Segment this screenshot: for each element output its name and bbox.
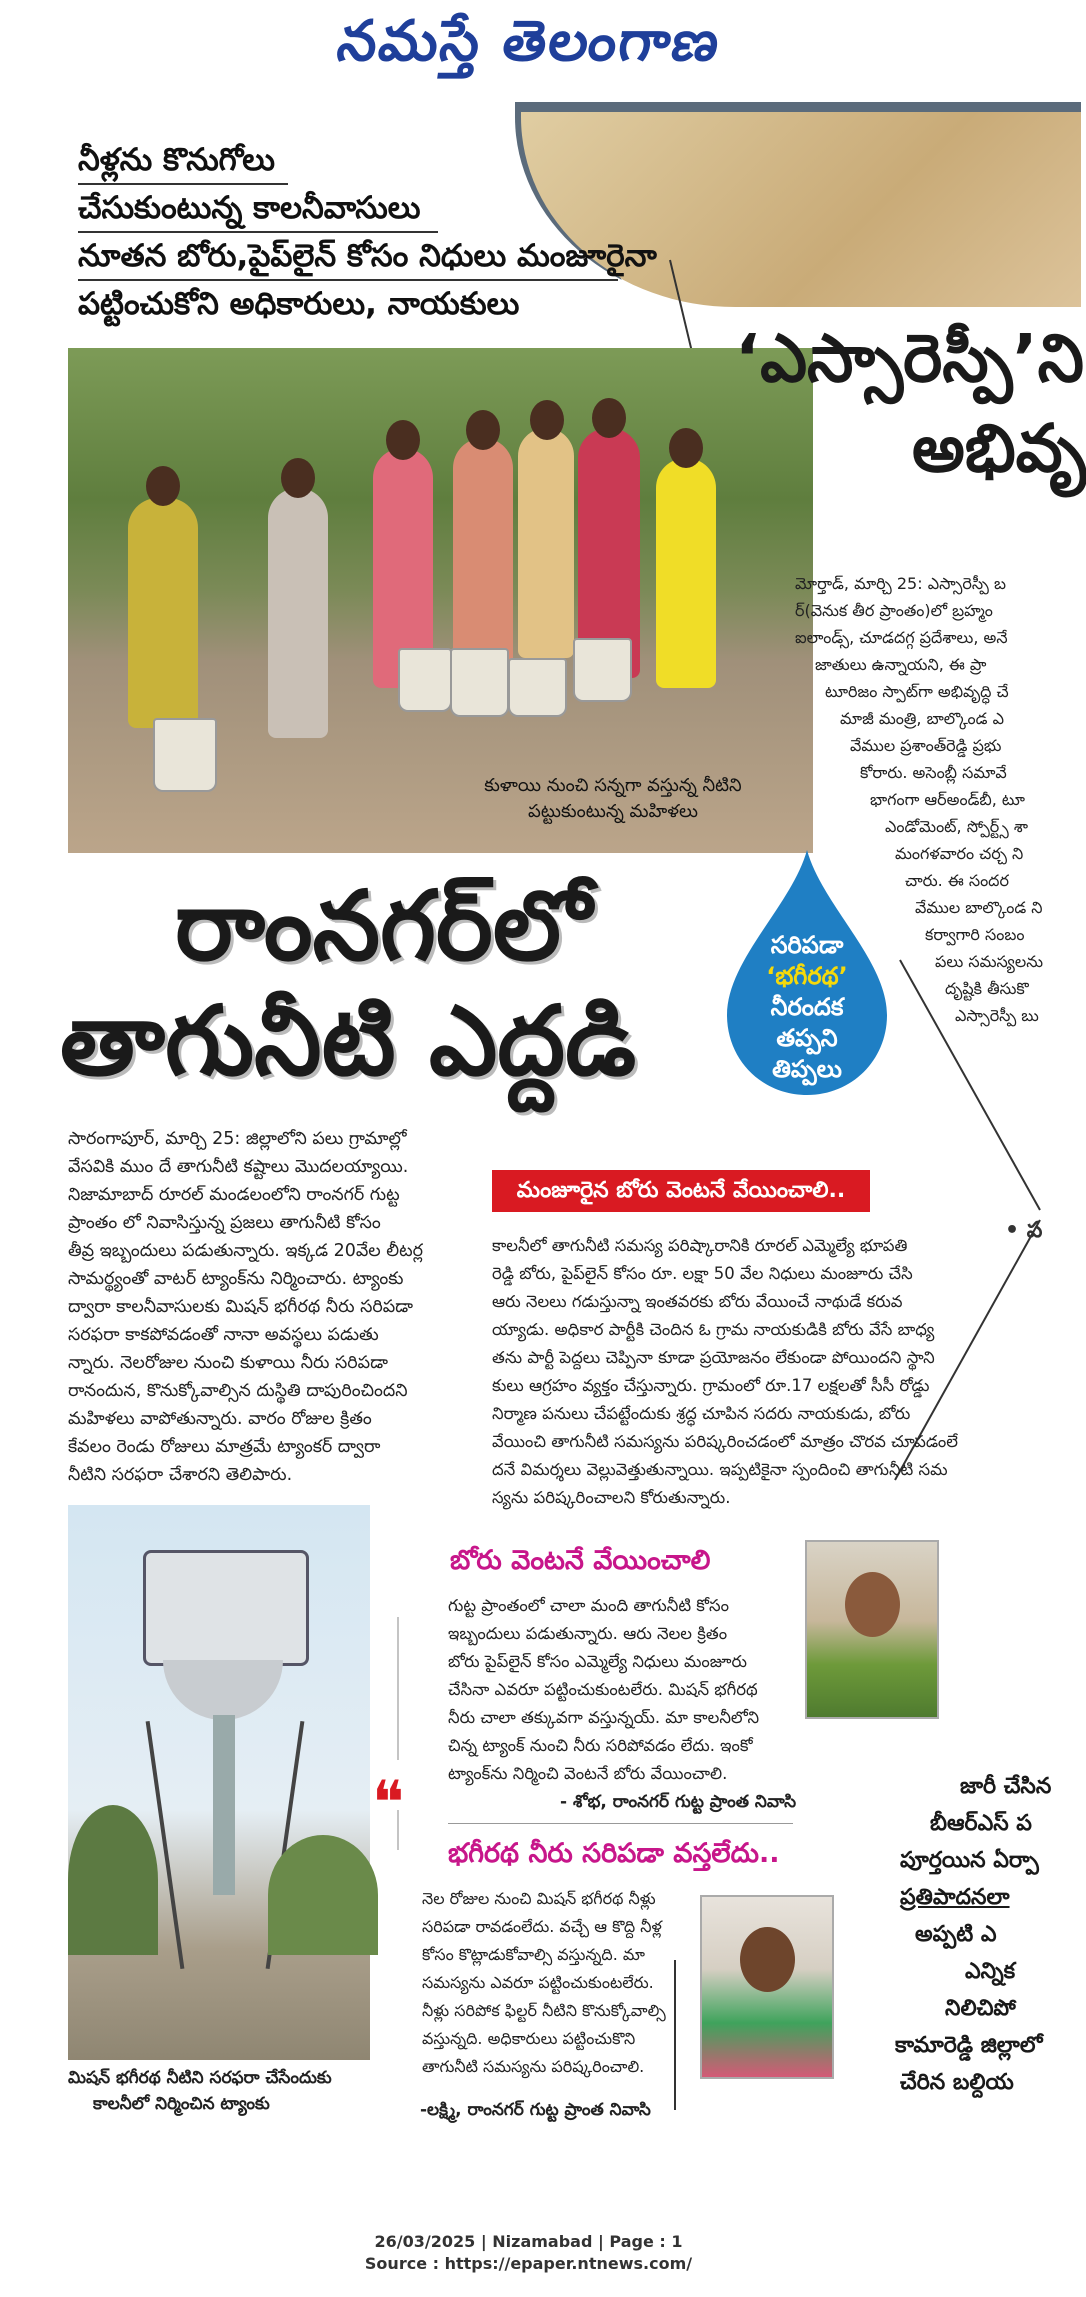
quote2-title: భగీరథ నీరు సరిపడా వస్తలేదు.. [448,1838,780,1869]
kicker-rule [78,183,288,185]
text-line: గుట్ట ప్రాంతంలో చాలా మంది తాగునీటి కోసం [448,1596,729,1615]
text-line: రెడ్డి బోరు, పైప్‌లైన్ కోసం రూ. లక్షా 50 వేల నిధులు మంజూరు చేసి [492,1264,913,1283]
section-banner: మంజూరైన బోరు వెంటనే వేయించాలి.. [492,1170,870,1212]
text-line: మంగళవారం చర్చ ని [895,844,1024,863]
right-bottom-text [895,1768,1057,2101]
text-line: బోరు పైప్‌లైన్ కోసం ఎమ్మెల్యే నిధులు మంజూరు [448,1652,747,1671]
text-line: వేయించి తాగునీటి సమస్యను పరిష్కరించడంలో మాత్రం చొరవ చూపడంలే [492,1432,958,1451]
text-line: స్యను పరిష్కరించాలని కోరుతున్నారు. [492,1488,731,1507]
main-article-text [68,1125,440,1489]
text-line: వేముల బాల్కొండ ని [915,898,1043,917]
footer-date-edition: 26/03/2025 | Nizamabad | Page : 1 [374,2232,683,2251]
text-line: తీవ్ర ఇబ్బందులు పడుతున్నారు. ఇక్కడ 20వేల లీటర్ల [68,1241,423,1261]
quote1-text [448,1592,793,1788]
text-line: రానందున, కొనుక్కోవాల్సిన దుస్థితి దాపురించిందని [68,1381,408,1401]
text-line: నిజామాబాద్ రూరల్ మండలంలోని రాంనగర్ గుట్ట [68,1185,400,1205]
text-line: సామర్థ్యంతో వాటర్ ట్యాంక్‌ను నిర్మించారు. ట్యాంకు [68,1269,404,1289]
text-line: చేరిన బల్దియ [900,2070,1014,2095]
women-at-tap-photo [68,348,813,853]
text-line: సమస్యను ఎవరూ పట్టించుకుంటలేరు. [422,1973,654,1992]
text-line: జాతులు ఉన్నాయని, ఈ ప్రా [815,655,987,674]
kicker-line-1: నీళ్లను కొనుగోలు [78,142,275,178]
right-headline-line-2: అభివృ [912,410,1086,487]
tank-caption-line: కాలనీలో నిర్మించిన ట్యాంకు [93,2094,270,2114]
text-line: ఐలాండ్స్, చూడదగ్గ ప్రదేశాలు, అనే [795,628,1008,647]
text-line: నిలిచిపో [945,1996,1016,2021]
drop-line: తిప్పలు [772,1055,842,1083]
text-line: కేవలం రెండు రోజులు మాత్రమే ట్యాంకర్ ద్వారా [68,1437,381,1457]
photo-caption [463,773,763,825]
text-line: నీటిని సరఫరా చేశారని తెలిపారు. [68,1465,293,1485]
water-tank-photo [68,1505,370,2060]
quote2-text [422,1885,697,2081]
text-line: మహిళలు వాపోతున్నారు. వారం రోజుల క్రితం [68,1409,372,1429]
text-line: ర్(వెనుక తీర ప్రాంతం)లో బ్రహ్మం [795,601,993,620]
text-line: ఇబ్బందులు పడుతున్నారు. ఆరు నెలల క్రితం [448,1624,728,1643]
text-line: సరఫరా కాకపోవడంతో నానా అవస్థలు పడుతు [68,1325,379,1345]
text-line: అప్పటి ఎ [915,1922,997,1947]
text-line: సరిపడా రావడంలేదు. వచ్చే ఆ కొద్ది నీళ్ల [422,1917,662,1936]
drop-line: తప్పని [776,1024,838,1052]
quote2-signature: -లక్ష్మి, రాంనగర్ గుట్ట ప్రాంత నివాసి [420,2100,651,2120]
text-line: వేముల ప్రశాంత్‌రెడ్డి ప్రభు [850,736,1002,755]
kicker-line-4: పట్టించుకోని అధికారులు, నాయకులు [78,286,520,322]
kicker-line-2: చేసుకుంటున్న కాలనీవాసులు [78,190,421,226]
text-line: ద్వారా కాలనీవాసులకు మిషన్ భగీరథ నీరు సరిపడా [68,1297,414,1317]
tank-caption-line: మిషన్ భగీరథ నీటిని సరఫరా చేసేందుకు [68,2068,332,2088]
text-line: ఎండోమెంట్, స్పోర్ట్స్ శా [885,817,1029,836]
drop-line: నీరందక [770,993,844,1021]
portrait-lakshmi [700,1895,834,2079]
text-line: కర్వాగారి సంబం [925,925,1025,944]
text-line: నీళ్లు సరిపోక ఫిల్టర్ నీటిని కొనుక్కోవాల్సి [422,2001,666,2020]
portrait-shobha [805,1540,939,1719]
text-line: నీరు చాలా తక్కువగా వస్తున్నయ్. మా కాలనీలోని [448,1708,760,1727]
text-line: కామారెడ్డి జిల్లాలో [895,2033,1043,2058]
photo-caption-line: పట్టుకుంటున్న మహిళలు [528,801,698,822]
footer-source: Source : https://epaper.ntnews.com/ [364,2254,693,2273]
right-headline-line-1: ‘ఎస్సారెస్పీ’ని [735,320,1084,397]
text-line: చేసినా ఎవరూ పట్టించుకుంటలేరు. మిషన్ భగీరథ [448,1680,758,1699]
text-line: ట్యాంక్‌ను నిర్మించి వెంటనే బోరు వేయించాలి. [448,1764,728,1783]
headline-line-2: తాగునీటి ఎద్దడి [60,985,637,1097]
kicker-rule [78,279,618,281]
text-line: పూర్తయిన ఏర్పా [900,1848,1039,1873]
text-line: వేసవికి ముం దే తాగునీటి కష్టాలు మొదలయ్యాయి. [68,1157,409,1177]
text-line: కులు ఆగ్రహం వ్యక్తం చేస్తున్నారు. గ్రామంలో రూ.17 లక్షలతో సీసీ రోడ్డు [492,1376,930,1395]
tank-caption [68,2065,388,2117]
photo-caption-line: కుళాయి నుంచి సన్నగా వస్తున్న నీటిని [484,775,742,796]
quote1-title: బోరు వెంటనే వేయించాలి [450,1545,711,1576]
text-line: తాగునీటి సమస్యను పరిష్కరించాలి. [422,2057,645,2076]
text-line: టూరిజం స్పాట్‌గా అభివృద్ధి చే [825,682,1009,701]
text-line: ఆరు నెలలు గడుస్తున్నా ఇంతవరకు బోరు వేయించే నాథుడే కరువ [492,1292,903,1311]
text-line: తను పార్టీ పెద్దలు చెప్పినా కూడా ప్రయోజనం లేకుండా పోయిందని స్థాని [492,1348,935,1367]
text-line: పలు సమస్యలను [935,952,1043,971]
right-bullet: • ప [1005,1218,1043,1243]
text-line: వస్తున్నది. అధికారులు పట్టించుకొని [422,2029,636,2048]
drop-line-highlight: ‘భగీరథ’ [766,962,848,990]
text-line: కోరారు. అసెంబ్లీ సమావే [860,763,1007,782]
text-line: దృష్టికి తీసుకొ [945,979,1029,998]
masthead-logo: నమస్తే తెలంగాణ [333,8,726,74]
text-line: దనే విమర్శలు వెల్లువెత్తుతున్నాయి. ఇప్పటికైనా స్పందించి తాగునీటి సమ [492,1460,948,1479]
text-line: మాజీ మంత్రి, బాల్కొండ ఎ [840,709,1004,728]
kicker-line-3: నూతన బోరు,పైప్‌లైన్ కోసం నిధులు మంజూరైనా [78,238,657,274]
text-line: య్యాడు. అధికార పార్టీకి చెందిన ఓ గ్రామ నాయకుడికి బోరు వేసే బాధ్య [492,1320,935,1339]
text-line: నెల రోజుల నుంచి మిషన్ భగీరథ నీళ్లు [422,1889,656,1908]
text-line: ఎన్నిక [965,1959,1016,1984]
text-line: చిన్న ట్యాంక్ నుంచి నీరు సరిపోవడం లేదు. ఇంకో [448,1736,753,1755]
text-line: భాగంగా ఆర్అండ్‌బీ, టూ [870,790,1025,809]
text-line: మోర్తాడ్, మార్చి 25: ఎస్సారెస్పీ బ [795,574,1007,593]
text-line: ఎస్సారెస్పీ బు [955,1006,1039,1025]
quote1-signature: - శోభ, రాంనగర్ గుట్ట ప్రాంత నివాసి [560,1792,797,1812]
text-line: కోసం కొట్లాడుకోవాల్సి వస్తున్నది. మా [422,1945,645,1964]
text-line: కాలనీలో తాగునీటి సమస్య పరిష్కారానికి రూరల్ ఎమ్మెల్యే భూపతి [492,1236,908,1255]
kicker-rule [78,231,438,233]
banner-article-text [492,1232,1017,1512]
text-line: ప్రాంతం లో నివాసిస్తున్న ప్రజలు తాగునీటి కోసం [68,1213,381,1233]
text-line: బీఆర్ఎస్ ప [930,1811,1032,1836]
headline-line-1: రాంనగర్‌లో [175,870,592,982]
text-line: నిర్మాణ పనులు చేపట్టేందుకు శ్రద్ధ చూపిన సదరు నాయకుడు, బోరు [492,1404,911,1423]
right-article-text [795,570,1057,1029]
text-line: న్నారు. నెలరోజుల నుంచి కుళాయి నీరు సరిపడా [68,1353,388,1373]
text-line: ప్రతిపాదనలా [900,1885,1010,1910]
text-line: జారీ చేసిన [960,1774,1052,1799]
drop-line: సరిపడా [770,931,844,959]
text-line: సారంగాపూర్, మార్చి 25: జిల్లాలోని పలు గ్రామాల్లో [68,1129,407,1149]
quote-icon: ❝ [372,1768,405,1838]
text-line: చారు. ఈ సందర [905,871,1009,890]
quote-divider [448,1823,793,1824]
